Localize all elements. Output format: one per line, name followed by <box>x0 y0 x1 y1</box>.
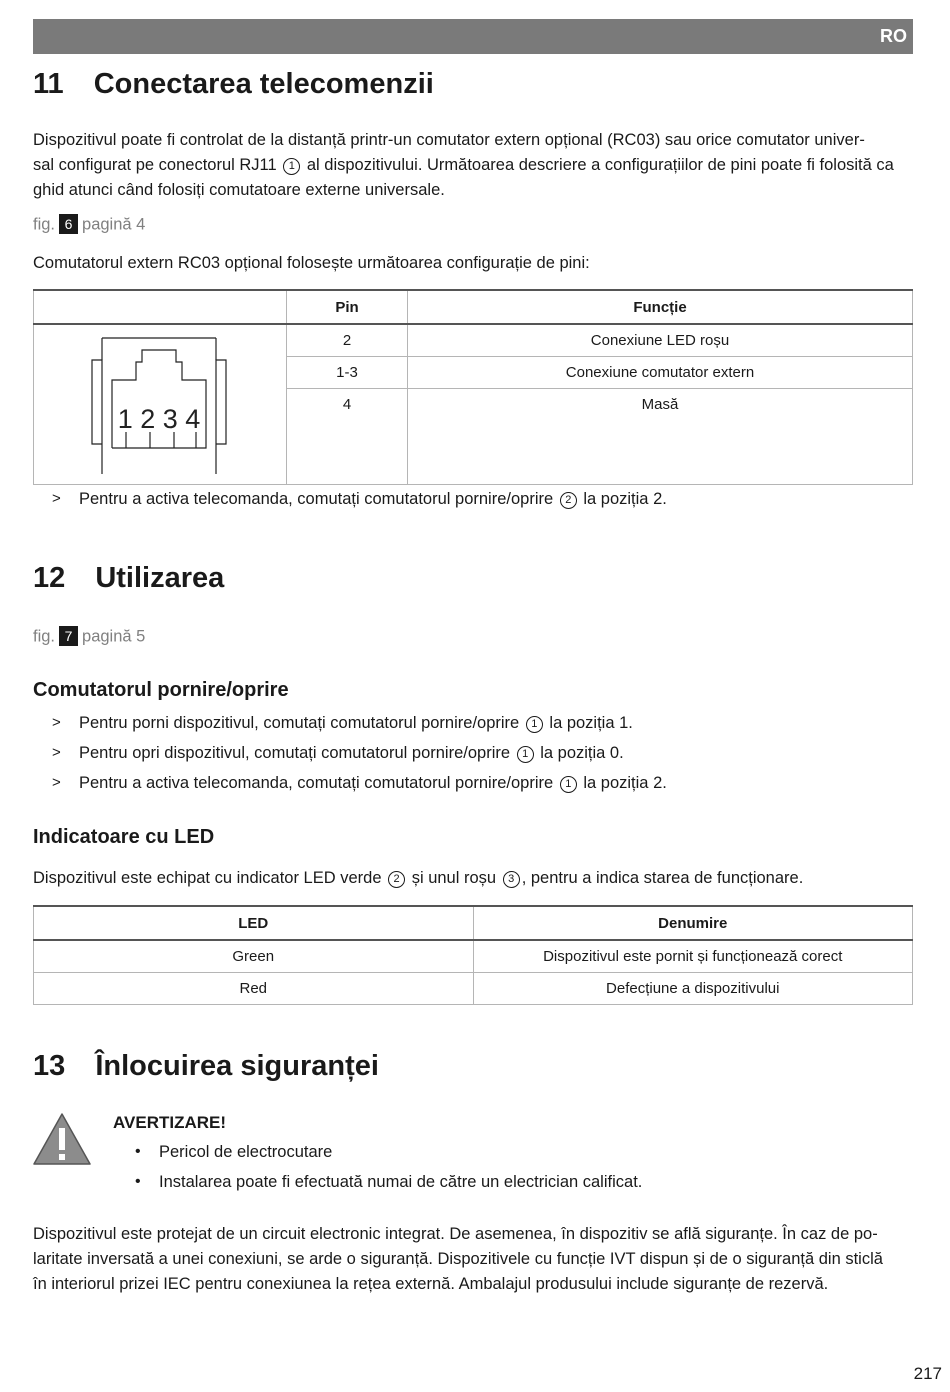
instruction-step <box>33 744 913 766</box>
rj11-connector-diagram <box>34 324 287 485</box>
fig-page: pagină 4 <box>82 215 146 234</box>
language-label: RO <box>880 26 907 46</box>
text-fragment: Pentru a activa telecomanda, comutați comutatorul pornire/oprire <box>79 774 554 792</box>
text-fragment: la poziția 1. <box>549 714 633 732</box>
text-line: Dispozitivul este protejat de un circuit electronic integrat. De asemenea, în dispozitiv se află siguranțe. În caz de po- <box>33 1225 878 1243</box>
callout-number: 1 <box>526 716 543 733</box>
table-header-row <box>34 290 913 324</box>
table-header-pin: Pin <box>287 290 408 324</box>
warning-title: AVERTIZARE! <box>113 1113 227 1132</box>
table-header-led: LED <box>34 906 474 940</box>
led-description <box>33 866 803 891</box>
text-line: în interiorul prizei IEC pentru conexiunea la rețea externă. Ambalajul produsului include siguranțe de rezervă. <box>33 1275 829 1293</box>
text-line: Dispozitivul poate fi controlat de la distanță printr-un comutator extern opțional (RC03) sau orice comutator univer- <box>33 131 865 149</box>
fig-number-badge: 6 <box>59 214 78 234</box>
pin-config-intro: Comutatorul extern RC03 opțional folosește următoarea configurație de pini: <box>33 254 590 272</box>
section-title: Utilizarea <box>95 562 225 594</box>
section-11-heading <box>33 68 434 101</box>
step-marker: > <box>52 744 61 761</box>
bullet-marker: • <box>135 1143 141 1160</box>
text-fragment: și unul roșu <box>411 869 497 887</box>
connector-pin-numbers: 1 2 3 4 <box>117 403 201 434</box>
instruction-step <box>33 714 913 736</box>
text-line: ghid atunci când folosiți comutatoare externe universale. <box>33 181 445 199</box>
text-fragment: la poziția 2. <box>583 490 667 508</box>
callout-number: 3 <box>503 871 520 888</box>
table-row <box>34 973 913 1005</box>
table-header-function: Funcție <box>408 290 913 324</box>
text-fragment: la poziția 2. <box>583 774 667 792</box>
callout-number: 1 <box>517 746 534 763</box>
pin-cell: 4 <box>287 389 408 485</box>
name-cell: Dispozitivul este pornit și funcționează corect <box>473 940 913 973</box>
table-header-name: Denumire <box>473 906 913 940</box>
callout-number: 1 <box>283 158 300 175</box>
section-13-heading <box>33 1050 379 1083</box>
table-row <box>34 940 913 973</box>
section-title: Înlocuirea siguranței <box>95 1050 379 1082</box>
section-11-intro <box>33 128 923 203</box>
warning-text: Instalarea poate fi efectuată numai de către un electrician calificat. <box>159 1173 643 1191</box>
callout-number: 2 <box>388 871 405 888</box>
page-number: 217 <box>913 1364 942 1383</box>
instruction-step <box>33 490 913 512</box>
table-header-row <box>34 906 913 940</box>
function-cell: Conexiune comutator extern <box>408 357 913 389</box>
text-fragment: , pentru a indica starea de funcționare. <box>521 869 804 887</box>
text-fragment: sal configurat pe conectorul RJ11 <box>33 156 277 174</box>
callout-number: 1 <box>560 776 577 793</box>
text-fragment: Pentru opri dispozitivul, comutați comutatorul pornire/oprire <box>79 744 511 762</box>
header-bar <box>33 19 913 54</box>
led-cell: Green <box>34 940 474 973</box>
instruction-step <box>33 774 913 796</box>
warning-item <box>135 1173 835 1195</box>
text-fragment: al dispozitivului. Următoarea descriere a configurațiilor de pini poate fi folosită ca <box>306 156 894 174</box>
bullet-marker: • <box>135 1173 141 1190</box>
table-header-empty <box>34 290 287 324</box>
text-fragment: Pentru porni dispozitivul, comutați comutatorul pornire/oprire <box>79 714 520 732</box>
pin-cell: 2 <box>287 324 408 357</box>
function-cell: Masă <box>408 389 913 485</box>
section-12-heading <box>33 562 224 595</box>
pin-cell: 1-3 <box>287 357 408 389</box>
figure-reference <box>33 214 145 236</box>
function-cell: Conexiune LED roșu <box>408 324 913 357</box>
warning-triangle-icon <box>32 1112 92 1166</box>
led-table <box>33 905 913 1005</box>
section-title: Conectarea telecomenzii <box>93 68 434 100</box>
subheading-led: Indicatoare cu LED <box>33 826 215 848</box>
fig-label: fig. <box>33 627 56 646</box>
section-number: 11 <box>33 68 64 100</box>
step-marker: > <box>52 490 61 507</box>
section-number: 13 <box>33 1050 66 1082</box>
step-marker: > <box>52 774 61 791</box>
callout-number: 2 <box>560 492 577 509</box>
text-fragment: la poziția 0. <box>540 744 624 762</box>
text-fragment: Dispozitivul este echipat cu indicator LED verde <box>33 869 382 887</box>
warning-item <box>135 1143 835 1165</box>
step-marker: > <box>52 714 61 731</box>
subheading-switch: Comutatorul pornire/oprire <box>33 679 289 701</box>
text-line: laritate inversată a unei conexiuni, se arde o siguranță. Dispozitivele cu funcție IVT dispun și de o siguranță din sticlă <box>33 1250 883 1268</box>
table-row <box>34 324 913 357</box>
rj11-connector-icon <box>34 330 286 480</box>
fig-number-badge: 7 <box>59 626 78 646</box>
pin-config-table <box>33 289 913 485</box>
name-cell: Defecțiune a dispozitivului <box>473 973 913 1005</box>
text-fragment: Pentru a activa telecomanda, comutați comutatorul pornire/oprire <box>79 490 554 508</box>
warning-text: Pericol de electrocutare <box>159 1143 333 1161</box>
fuse-description <box>33 1222 923 1297</box>
led-cell: Red <box>34 973 474 1005</box>
section-number: 12 <box>33 562 66 594</box>
fig-page: pagină 5 <box>82 627 146 646</box>
fig-label: fig. <box>33 215 56 234</box>
figure-reference <box>33 626 145 648</box>
